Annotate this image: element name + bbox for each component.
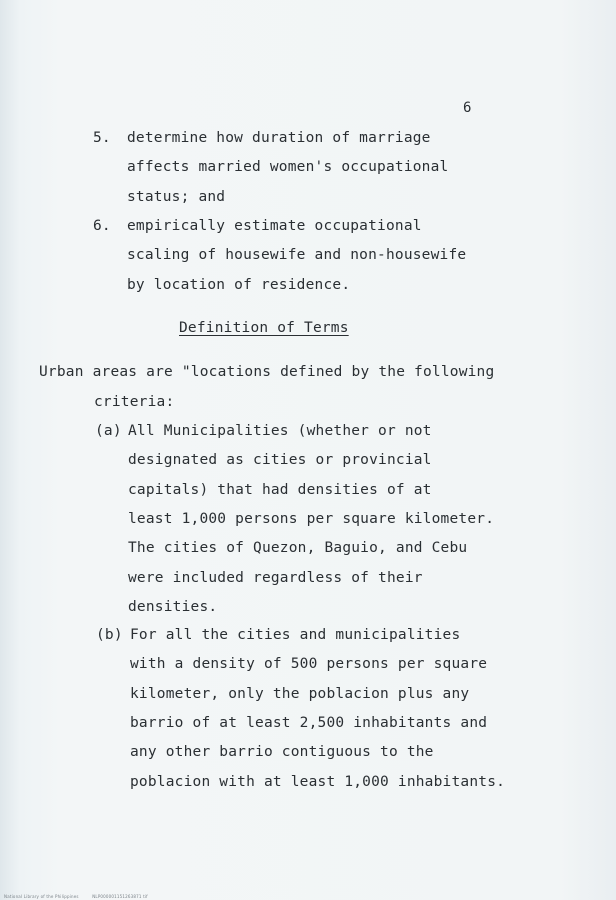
criterion-line: poblacion with at least 1,000 inhabitants. xyxy=(130,774,506,790)
criterion-line: designated as cities or provincial xyxy=(128,452,432,468)
criterion-line: densities. xyxy=(128,599,218,615)
scan-footer xyxy=(4,894,160,899)
paragraph-line: Urban areas are "locations defined by the following xyxy=(39,364,495,380)
section-heading: Definition of Terms xyxy=(179,320,349,336)
list-item-line: scaling of housewife and non-housewife xyxy=(127,247,467,263)
list-item-line: by location of residence. xyxy=(127,277,351,293)
list-item-line: affects married women's occupational xyxy=(127,159,449,175)
criterion-line: capitals) that had densities of at xyxy=(128,482,432,498)
criterion-line: barrio of at least 2,500 inhabitants and xyxy=(130,715,488,731)
criterion-line: The cities of Quezon, Baguio, and Cebu xyxy=(128,540,468,556)
footer-left: National Library of the Philippines xyxy=(4,894,79,899)
list-item-number: 5. xyxy=(93,130,111,146)
criterion-label: (b) xyxy=(96,627,123,643)
criterion-line: any other barrio contiguous to the xyxy=(130,744,434,760)
criterion-line: with a density of 500 persons per square xyxy=(130,656,488,672)
paragraph-line: criteria: xyxy=(94,394,175,410)
page-number: 6 xyxy=(463,100,472,116)
list-item-line: empirically estimate occupational xyxy=(127,218,422,234)
list-item-number: 6. xyxy=(93,218,111,234)
criterion-line: All Municipalities (whether or not xyxy=(128,423,432,439)
criterion-line: kilometer, only the poblacion plus any xyxy=(130,686,470,702)
criterion-line: were included regardless of their xyxy=(128,570,423,586)
list-item-line: status; and xyxy=(127,189,226,205)
criterion-line: least 1,000 persons per square kilometer. xyxy=(128,511,495,527)
criterion-label: (a) xyxy=(95,423,122,439)
footer-right: NLP000001151263871 tif xyxy=(92,894,148,899)
list-item-line: determine how duration of marriage xyxy=(127,130,431,146)
criterion-line: For all the cities and municipalities xyxy=(130,627,461,643)
